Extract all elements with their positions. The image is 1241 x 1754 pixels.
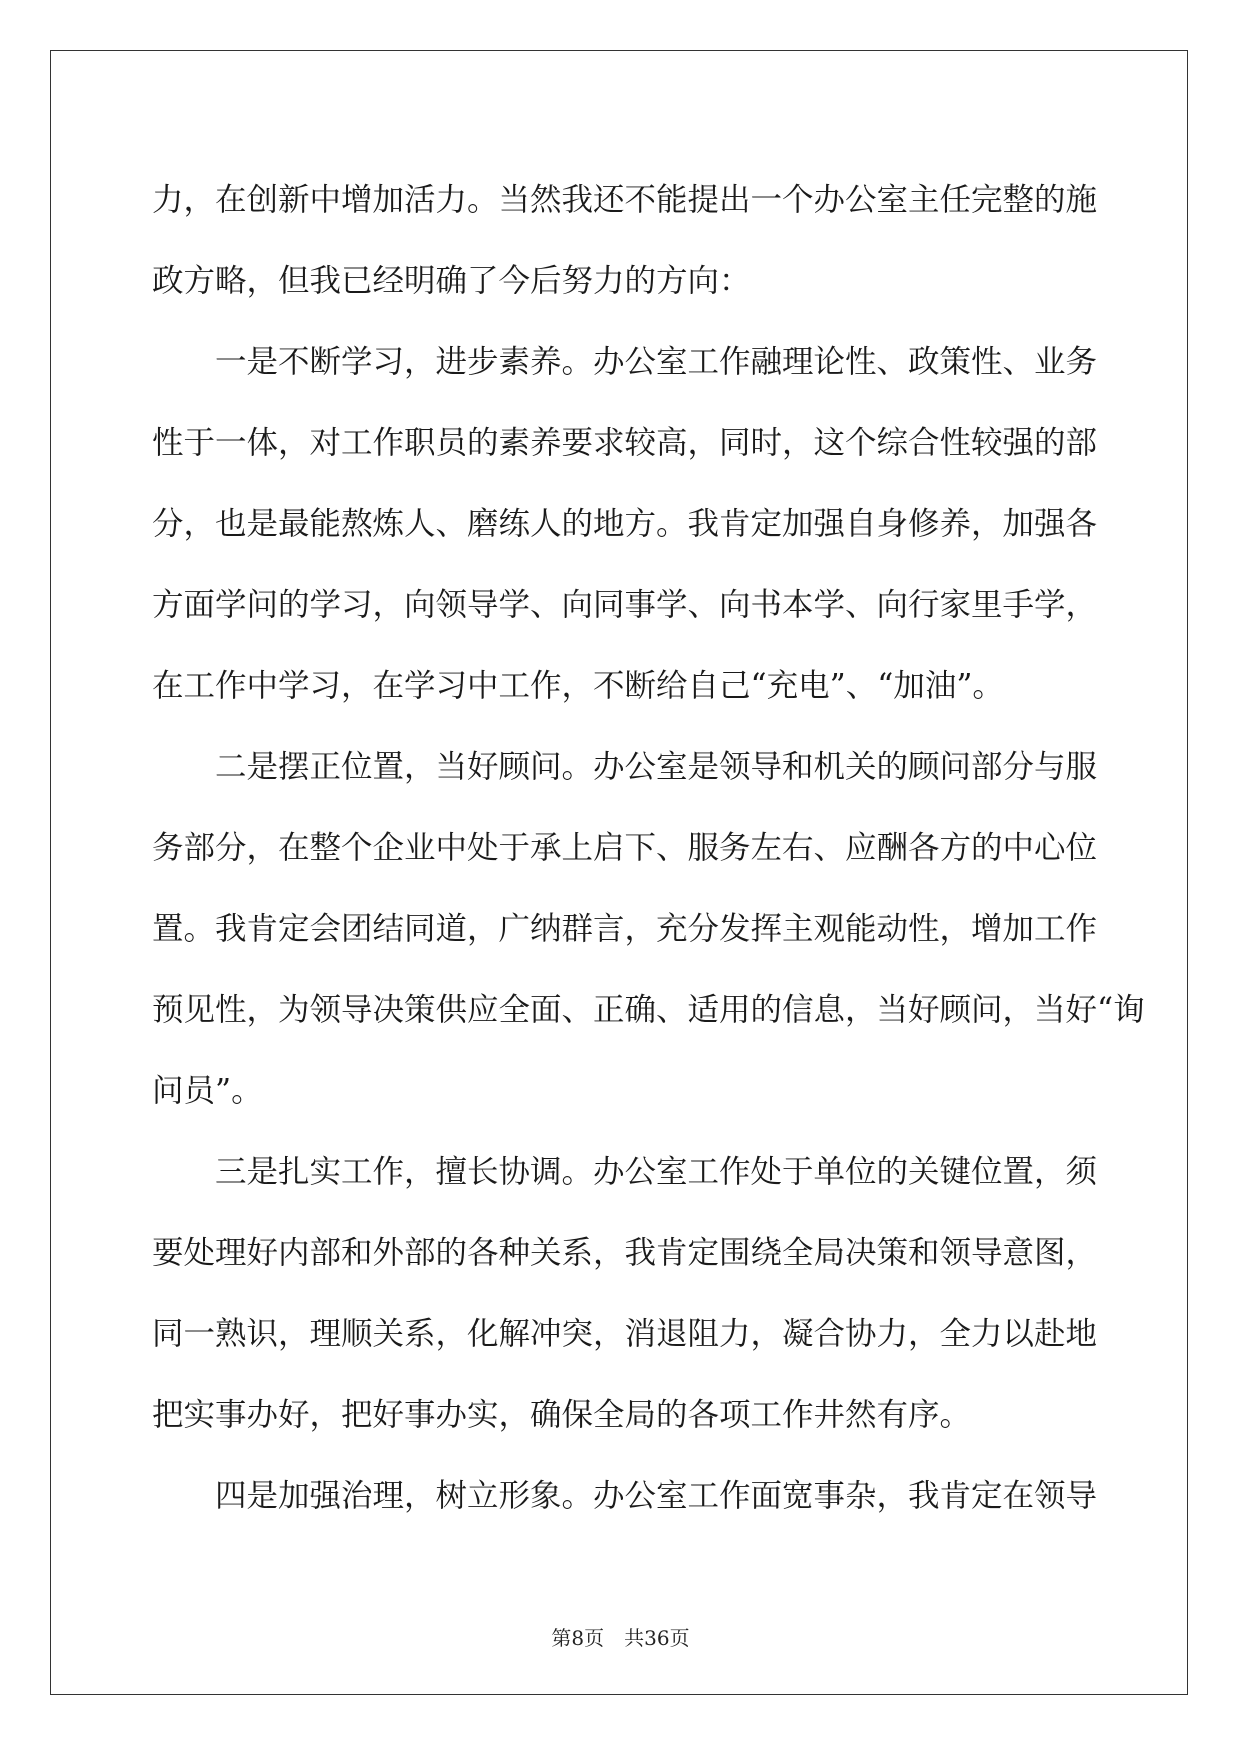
text-line: 务部分，在整个企业中处于承上启下、服务左右、应酬各方的中心位 bbox=[152, 830, 1098, 866]
footer-page-suffix: 页 bbox=[584, 1626, 605, 1650]
text-line: 二是摆正位置，当好顾问。办公室是领导和机关的顾问部分与服 bbox=[215, 749, 1098, 785]
text-line: 方面学问的学习，向领导学、向同事学、向书本学、向行家里手学， bbox=[152, 587, 1098, 623]
text-line: 置。我肯定会团结同道，广纳群言，充分发挥主观能动性，增加工作 bbox=[152, 911, 1098, 947]
text-line: 在工作中学习，在学习中工作，不断给自己“充电”、“加油”。 bbox=[152, 668, 1004, 704]
page-footer bbox=[0, 1622, 1241, 1651]
document-body bbox=[152, 160, 1145, 1537]
text-line: 三是扎实工作，擅长协调。办公室工作处于单位的关键位置，须 bbox=[215, 1154, 1098, 1190]
text-line: 力，在创新中增加活力。当然我还不能提出一个办公室主任完整的施 bbox=[152, 182, 1098, 218]
text-line: 问员”。 bbox=[152, 1073, 263, 1109]
text-line: 性于一体，对工作职员的素养要求较高，同时，这个综合性较强的部 bbox=[152, 425, 1098, 461]
footer-page-number: 8 bbox=[571, 1626, 585, 1650]
text-line: 同一熟识，理顺关系，化解冲突，消退阻力，凝合协力，全力以赴地 bbox=[152, 1316, 1098, 1352]
text-line: 四是加强治理，树立形象。办公室工作面宽事杂，我肯定在领导 bbox=[215, 1478, 1098, 1514]
text-line: 一是不断学习，进步素养。办公室工作融理论性、政策性、业务 bbox=[215, 344, 1098, 380]
paragraph bbox=[152, 1456, 1098, 1537]
paragraph bbox=[152, 322, 1098, 727]
footer-page-prefix: 第 bbox=[551, 1626, 572, 1650]
footer-total-suffix: 页 bbox=[669, 1626, 690, 1650]
text-line: 要处理好内部和外部的各种关系，我肯定围绕全局决策和领导意图， bbox=[152, 1235, 1098, 1271]
paragraph bbox=[152, 160, 1098, 322]
text-line: 把实事办好，把好事办实，确保全局的各项工作井然有序。 bbox=[152, 1397, 972, 1433]
paragraph bbox=[152, 1132, 1098, 1456]
text-line: 预见性，为领导决策供应全面、正确、适用的信息，当好顾问，当好“询 bbox=[152, 992, 1145, 1028]
footer-total-number: 36 bbox=[644, 1626, 670, 1650]
text-line: 政方略，但我已经明确了今后努力的方向： bbox=[152, 263, 751, 299]
footer-total-prefix: 共 bbox=[624, 1626, 645, 1650]
paragraph bbox=[152, 727, 1145, 1132]
text-line: 分，也是最能熬炼人、磨练人的地方。我肯定加强自身修养，加强各 bbox=[152, 506, 1098, 542]
